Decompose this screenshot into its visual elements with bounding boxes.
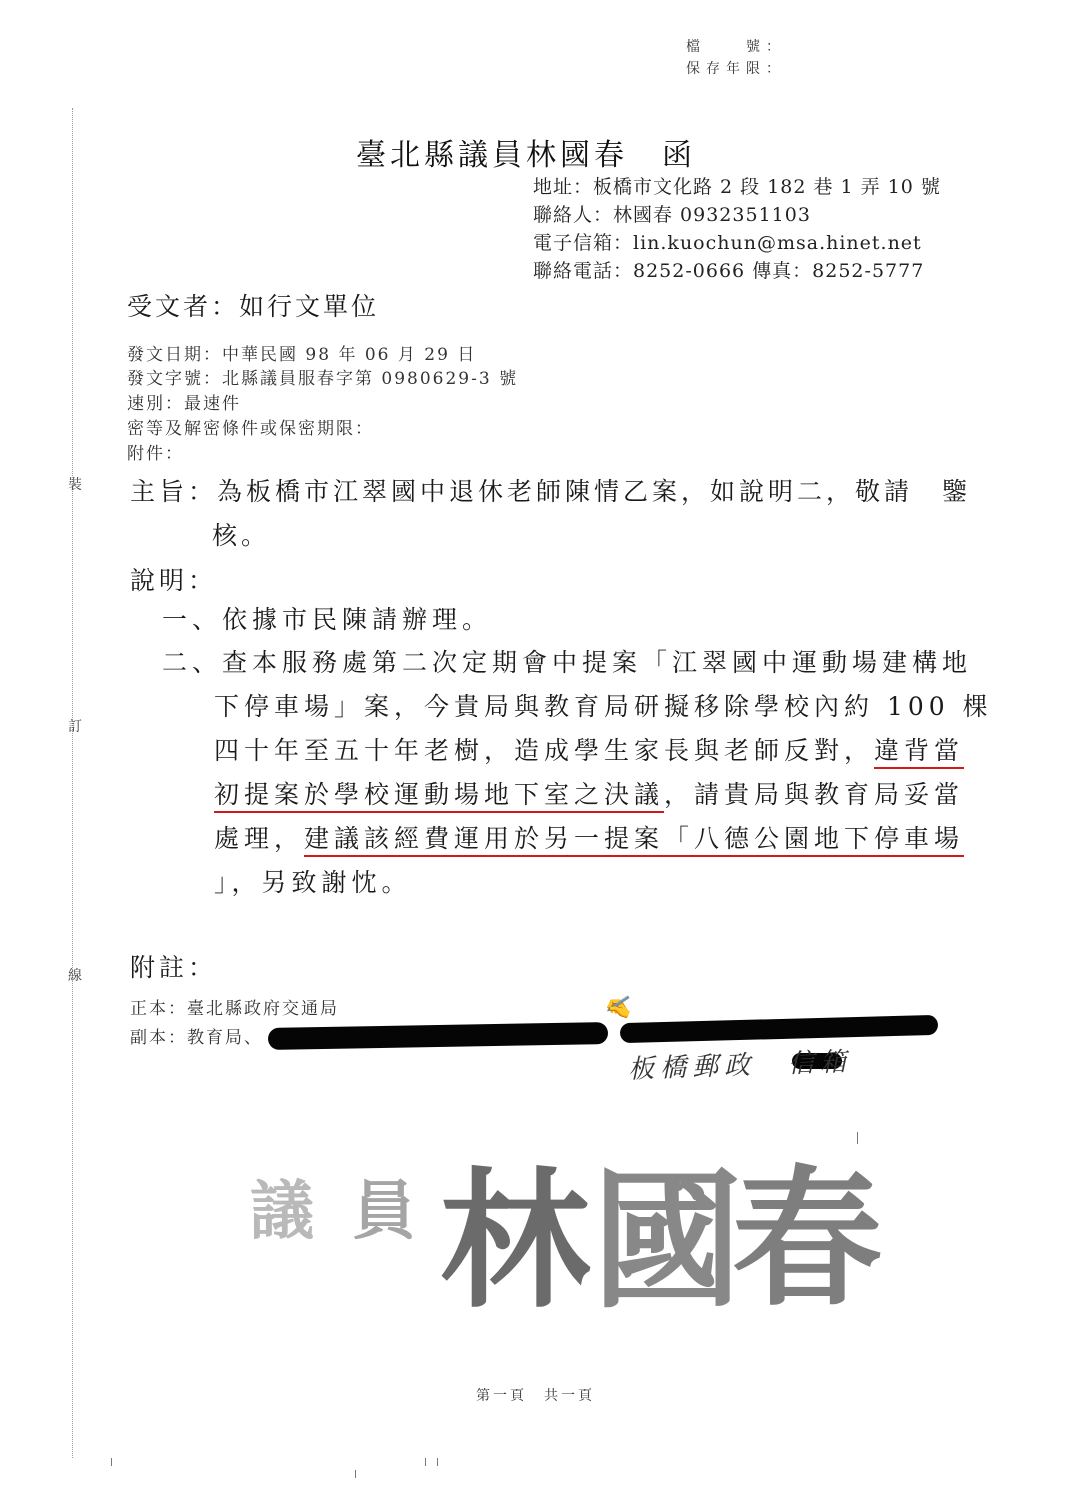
contact-phone-fax: 聯絡電話：8252-0666 傳真：8252-5777 bbox=[533, 260, 925, 282]
explanation-item-2-line-3 bbox=[214, 729, 964, 773]
copy-recipients: 副本：教育局、 bbox=[130, 1028, 263, 1048]
scan-speck bbox=[355, 1470, 356, 1478]
subject-line-2: 核。 bbox=[212, 521, 271, 550]
binding-mark-ding: 訂 bbox=[68, 719, 82, 735]
explanation-text: 四十年至五十年老樹，造成學生家長與老師反對， bbox=[214, 736, 875, 765]
original-recipient: 正本：臺北縣政府交通局 bbox=[130, 999, 339, 1019]
redaction-bar bbox=[620, 1015, 938, 1043]
explanation-item-2-line-4 bbox=[214, 773, 964, 817]
seal-character: 國 bbox=[592, 1153, 743, 1329]
scan-speck bbox=[857, 1132, 858, 1144]
file-number-label: 檔 號： bbox=[686, 39, 786, 55]
redaction-bar bbox=[268, 1022, 608, 1050]
retention-period-label: 保存年限： bbox=[686, 61, 786, 77]
underlined-text: 初提案於學校運動場地下室之決議 bbox=[214, 780, 664, 813]
explanation-item-2-line-5 bbox=[214, 817, 964, 861]
explanation-item-2-line-1: 二、查本服務處第二次定期會中提案「江翠國中運動場建構地 bbox=[162, 648, 973, 677]
underlined-text: 建議該經費運用於另一提案「八德公園地下停車場 bbox=[304, 824, 964, 857]
issue-date: 發文日期：中華民國 98 年 06 月 29 日 bbox=[127, 345, 477, 365]
explanation-label: 說明： bbox=[130, 566, 218, 595]
seal-character: 員 bbox=[352, 1174, 416, 1249]
scan-speck bbox=[437, 1458, 438, 1466]
attachment-label: 附件： bbox=[127, 444, 184, 464]
seal-character: 林 bbox=[440, 1153, 591, 1329]
issue-number: 發文字號：北縣議員服春字第 0980629-3 號 bbox=[127, 369, 519, 389]
page-number: 第一頁 共一頁 bbox=[476, 1388, 595, 1404]
binding-mark-xian: 線 bbox=[68, 968, 82, 984]
recipient: 受文者：如行文單位 bbox=[127, 292, 380, 321]
handwritten-mark-icon: ✍ bbox=[602, 990, 637, 1023]
notes-label: 附註： bbox=[130, 953, 218, 982]
explanation-item-2-line-2: 下停車場」案，今貴局與教育局研擬移除學校內約 100 棵 bbox=[214, 692, 993, 721]
scan-speck bbox=[425, 1458, 426, 1466]
explanation-item-1: 一、依據市民陳請辦理。 bbox=[162, 605, 493, 634]
explanation-text: ，請貴局與教育局妥當 bbox=[664, 780, 965, 809]
contact-email: 電子信箱：lin.kuochun@msa.hinet.net bbox=[533, 232, 922, 254]
subject-line-1: 主旨：為板橋市江翠國中退休老師陳情乙案，如說明二，敬請 鑒 bbox=[130, 477, 972, 506]
seal-character: 春 bbox=[732, 1151, 883, 1327]
underlined-text: 違背當 bbox=[874, 736, 964, 769]
handwritten-note: 板橋郵政 信箱 bbox=[627, 1047, 853, 1085]
document-title: 臺北縣議員林國春 函 bbox=[356, 138, 696, 173]
delivery-speed: 速別：最速件 bbox=[127, 394, 241, 414]
explanation-item-2-line-6: 」，另致謝忱。 bbox=[214, 868, 412, 897]
contact-person: 聯絡人：林國春 0932351103 bbox=[533, 204, 811, 226]
security-level: 密等及解密條件或保密期限： bbox=[127, 419, 374, 439]
binding-mark-zhuang: 裝 bbox=[68, 477, 82, 493]
explanation-text: 處理， bbox=[214, 824, 305, 853]
scan-speck bbox=[111, 1458, 112, 1466]
binding-line bbox=[72, 108, 73, 1458]
seal-character: 議 bbox=[250, 1174, 314, 1249]
sender-address: 地址：板橋市文化路 2 段 182 巷 1 弄 10 號 bbox=[533, 176, 941, 198]
